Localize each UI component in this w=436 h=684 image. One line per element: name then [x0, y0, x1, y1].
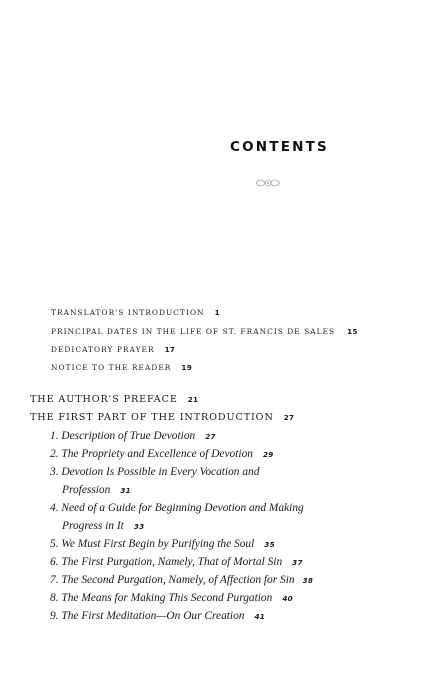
toc-page-number: 29	[262, 450, 274, 459]
toc-page-number: 19	[181, 363, 193, 372]
toc-page-number: 33	[133, 522, 145, 531]
toc-chapter-3[interactable]	[50, 467, 259, 478]
toc-chapter-6[interactable]	[50, 557, 303, 568]
toc-entry-title: NOTICE TO THE READER	[51, 363, 172, 372]
toc-entry-translators-introduction[interactable]	[51, 309, 220, 316]
toc-entry-title: Progress in It	[62, 520, 124, 532]
toc-chapter-5[interactable]	[50, 539, 275, 550]
toc-entry-title: 8. The Means for Making This Second Purgation	[50, 592, 273, 604]
toc-chapter-2[interactable]	[50, 449, 274, 460]
toc-page-number: 27	[283, 413, 295, 422]
toc-entry-title: 3. Devotion Is Possible in Every Vocation and	[50, 466, 260, 478]
decorative-flourish-icon	[254, 178, 282, 188]
toc-entry-title: 2. The Propriety and Excellence of Devotion	[50, 448, 253, 460]
toc-page-number: 38	[302, 576, 314, 585]
toc-entry-dedicatory-prayer[interactable]	[51, 346, 175, 353]
toc-page-number: 1	[214, 308, 220, 317]
toc-chapter-4-continued[interactable]	[62, 521, 144, 532]
toc-entry-principal-dates[interactable]	[51, 328, 358, 335]
toc-entry-authors-preface[interactable]	[30, 395, 198, 405]
toc-entry-title: 5. We Must First Begin by Purifying the Soul	[50, 538, 255, 550]
toc-entry-notice-to-reader[interactable]	[51, 364, 192, 371]
toc-page-number: 35	[264, 540, 275, 549]
toc-chapter-8[interactable]	[50, 593, 293, 604]
toc-entry-title: 1. Description of True Devotion	[50, 430, 196, 442]
toc-entry-title: 4. Need of a Guide for Beginning Devotion and Making	[50, 502, 304, 514]
toc-page-number: 41	[254, 612, 266, 621]
toc-entry-title: 6. The First Purgation, Namely, That of Mortal Sin	[50, 556, 283, 568]
toc-entry-title: DEDICATORY PRAYER	[51, 345, 155, 354]
toc-chapter-4[interactable]	[50, 503, 304, 514]
toc-page-number: 31	[120, 486, 131, 495]
toc-entry-title: THE FIRST PART OF THE INTRODUCTION	[30, 412, 274, 423]
toc-page-number: 37	[292, 558, 303, 567]
toc-entry-title: Profession	[62, 484, 111, 496]
toc-chapter-9[interactable]	[50, 611, 265, 622]
toc-page-number: 15	[347, 327, 358, 336]
toc-chapter-3-continued[interactable]	[62, 485, 131, 496]
toc-entry-title: PRINCIPAL DATES IN THE LIFE OF ST. FRANCIS DE SALES	[51, 327, 336, 336]
toc-entry-first-part[interactable]	[30, 413, 294, 423]
toc-entry-title: THE AUTHOR'S PREFACE	[30, 394, 178, 405]
toc-entry-title: 7. The Second Purgation, Namely, of Affection for Sin	[50, 574, 295, 586]
toc-entry-title: 9. The First Meditation—On Our Creation	[50, 610, 245, 622]
toc-entry-title: TRANSLATOR'S INTRODUCTION	[51, 308, 205, 317]
toc-page-number: 21	[187, 395, 199, 404]
toc-chapter-1[interactable]	[50, 431, 216, 442]
toc-page-number: 40	[282, 594, 293, 603]
contents-heading: CONTENTS	[230, 139, 329, 155]
toc-chapter-7[interactable]	[50, 575, 313, 586]
toc-page-number: 17	[164, 345, 176, 354]
toc-page-number: 27	[205, 432, 216, 441]
